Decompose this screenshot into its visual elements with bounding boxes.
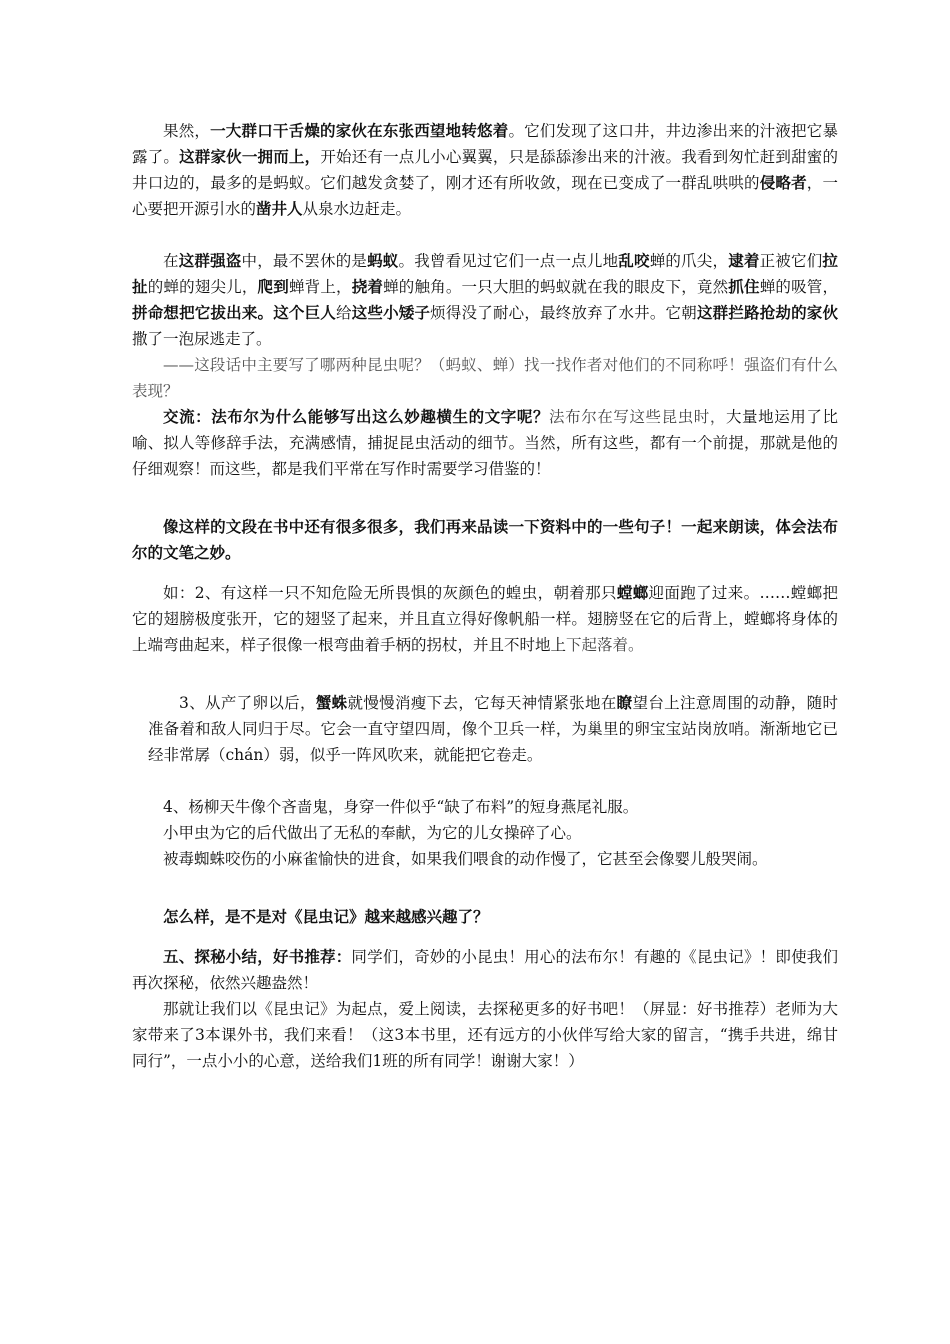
closing-paragraph: 那就让我们以《昆虫记》为起点，爱上阅读，去探秘更多的好书吧！（屏显：好书推荐）老师为大家带来了3本课外书，我们来看！（这3本书里，还有远方的小伙伴写给大家的留言，“携手共进，绵甘同行”，一点小小的心意，送给我们1班的所有同学！谢谢大家！） xyxy=(132,1000,838,1070)
text: 如：2、有这样一只不知危险无所畏惧的灰颜色的蝗虫，朝着那只 xyxy=(163,584,617,602)
text: 在 xyxy=(163,252,179,270)
bold-text: 螳螂 xyxy=(616,583,649,602)
bold-text: 蟹蛛 xyxy=(315,693,348,712)
bold-text: 爬到 xyxy=(257,277,289,296)
bold-text: 侵略者 xyxy=(759,173,807,192)
text: 蝉背上， xyxy=(288,278,352,296)
text: 撒了一泡尿逃走了。 xyxy=(132,330,272,348)
bold-text: 一大群口干舌燥的家伙在东张西望地转悠着 xyxy=(210,121,509,140)
intro-bold-paragraph: 像这样的文段在书中还有很多很多，我们再来品读一下资料中的一些句子！一起来朗读，体会法布尔的文笔之妙。 xyxy=(132,517,838,562)
example-crab-spider xyxy=(148,690,838,768)
bold-text: 这群拦路抢劫的家伙 xyxy=(696,303,838,322)
text: 3、从产了卵以后， xyxy=(179,694,316,712)
paragraph-ant-robbers xyxy=(132,248,838,352)
bold-text: 拉扯 xyxy=(132,251,838,296)
example-mantis xyxy=(132,580,838,658)
bold-text: 瞭 xyxy=(616,693,633,712)
text: 法布尔在写这些昆虫时， xyxy=(549,408,726,426)
bold-text: 五、探秘小结，好书推荐： xyxy=(163,947,352,966)
text: 的蝉的翅尖儿， xyxy=(147,278,258,296)
text: 迎面跑了过来。……螳螂把它的翅膀极度张开，它的翅竖了起来，并且直立得好像帆船一样。翅膀竖在它的后背上，螳螂将身体的上端弯曲起来，样子很像一根弯曲着手柄的拐杖，并且不时地上 xyxy=(132,584,838,654)
text: 正被它们 xyxy=(759,252,823,270)
bold-text: 这群强盗 xyxy=(178,251,242,270)
text: 。我曾看见过它们一点一点儿地 xyxy=(398,252,619,270)
bold-text: 逮着 xyxy=(728,251,760,270)
bold-text: 交流：法布尔为什么能够写出这么妙趣横生的文字呢？ xyxy=(163,407,550,426)
bold-text: 拼命想把它拔出来。这个巨人 xyxy=(132,303,336,322)
example-sparrow: 被毒蜘蛛咬伤的小麻雀愉快的进食，如果我们喂食的动作慢了，它甚至会像婴儿般哭闹。 xyxy=(163,850,768,868)
bold-text: 这些小矮子 xyxy=(351,303,431,322)
bold-text: 蚂蚁 xyxy=(367,251,399,270)
text: 果然， xyxy=(163,122,211,140)
text: 望台上注意周围的动静，随时准备着和敌人同归于尽。它会一直守望四周，像个卫兵一样，为巢里的卵宝宝站岗放哨。渐渐地它已经非常孱（chán）弱，似乎一阵风吹来，就能把它卷走。 xyxy=(148,694,838,764)
text: 中，最不罢休的是 xyxy=(241,252,368,270)
text: 蝉的吸管， xyxy=(759,278,838,296)
bold-text: 乱咬 xyxy=(618,251,650,270)
text: 开始还有一点儿小心翼翼，只是舔舔渗出来的汁液。我看到匆忙赶到甜蜜的井口边的，最多的是蚂蚁。它们越发贪婪了，刚才还有所收敛，现在已变成了一群乱哄哄的 xyxy=(132,148,838,192)
paragraph-cicada-well xyxy=(132,118,838,222)
paragraph-exchange xyxy=(132,404,838,482)
example-longhorn-beetle: 4、杨柳天牛像个吝啬鬼，身穿一件似乎“缺了布料”的短身燕尾礼服。 xyxy=(163,798,639,816)
text: 。它们发现了这口井，井边渗出来的汁液把它暴露了。 xyxy=(132,122,838,166)
example-little-beetle: 小甲虫为它的后代做出了无私的奉献，为它的儿女操碎了心。 xyxy=(163,824,582,842)
text: 给 xyxy=(336,304,352,322)
text: 蝉的触角。一只大胆的蚂蚁就在我的眼皮下，竟然 xyxy=(383,278,729,296)
bold-text: 这群家伙一拥而上， xyxy=(179,147,321,166)
question-two-insects: ——这段话中主要写了哪两种昆虫呢？（蚂蚁、蝉）找一找作者对他们的不同称呼！强盗们有什么表现？ xyxy=(132,356,838,400)
text: 大量地运用了比喻、拟人等修辞手法，充满感情，捕捉昆虫活动的细节。当然，所有这些，都有一个前提，那就是他的仔细观察！而这些，都是我们平常在写作时需要学习借鉴的！ xyxy=(132,408,838,478)
text: 下起落着。 xyxy=(566,636,644,654)
text: 就慢慢消瘦下去，它每天神情紧张地在 xyxy=(347,694,617,712)
bold-text: 抓住 xyxy=(728,277,760,296)
text: 蝉的爪尖， xyxy=(649,252,729,270)
bold-text: 凿井人 xyxy=(256,199,303,218)
text: 烦得没了耐心，最终放弃了水井。它朝 xyxy=(430,304,697,322)
bold-text: 挠着 xyxy=(351,277,384,296)
text: 同学们，奇妙的小昆虫！用心的法布尔！有趣的《昆虫记》！即使我们再次探秘，依然兴趣盎然！ xyxy=(132,948,838,992)
text: 从泉水边赶走。 xyxy=(302,200,412,218)
question-interest: 怎么样，是不是对《昆虫记》越来越感兴趣了？ xyxy=(163,907,489,926)
section-five-summary xyxy=(132,944,838,996)
text: ，一心要把开源引水的 xyxy=(132,174,838,218)
